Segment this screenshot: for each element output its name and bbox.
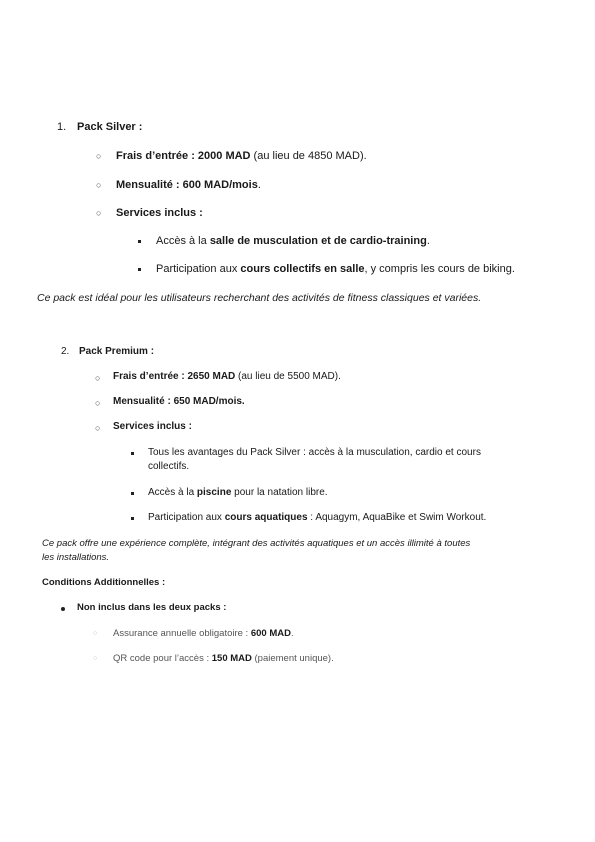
silver-note: Ce pack est idéal pour les utilisateurs recherchant des activités de fitness classiques et variées. [37,292,482,304]
premium-title: Pack Premium : [79,346,155,357]
hollow-bullet-icon: ○ [95,398,101,408]
premium-frais: Frais d’entrée : 2650 MAD (au lieu de 5500 MAD). [113,371,341,382]
premium-note-line1: Ce pack offre une expérience complète, intégrant des activités aquatiques et un accès illimité à toutes [42,538,471,549]
premium-note-line2: les installations. [42,552,110,563]
hollow-bullet-icon: ○ [93,655,98,662]
conditions-title: Conditions Additionnelles : [42,577,166,588]
silver-services-label: Services inclus : [116,207,203,219]
square-bullet-icon [131,517,134,520]
hollow-bullet-icon: ○ [96,180,102,190]
premium-services-label: Services inclus : [113,421,192,432]
silver-service-1: Accès à la salle de musculation et de cardio-training. [156,235,430,247]
premium-service-1-line2: collectifs. [148,461,190,472]
hollow-bullet-icon: ○ [96,151,102,161]
premium-service-1-line1: Tous les avantages du Pack Silver : accès à la musculation, cardio et cours [148,447,481,458]
square-bullet-icon [131,492,134,495]
conditions-item: Non inclus dans les deux packs : [77,602,227,613]
silver-service-2: Participation aux cours collectifs en salle, y compris les cours de biking. [156,263,515,275]
round-bullet-icon [61,607,65,611]
hollow-bullet-icon: ○ [96,208,102,218]
silver-title: Pack Silver : [77,121,143,133]
premium-number: 2. [61,346,70,357]
conditions-sub-2: QR code pour l’accès : 150 MAD (paiement unique). [113,653,334,664]
silver-mensualite: Mensualité : 600 MAD/mois. [116,179,261,191]
hollow-bullet-icon: ○ [95,423,101,433]
premium-service-2: Accès à la piscine pour la natation libre. [148,487,328,498]
square-bullet-icon [138,268,141,271]
premium-service-3: Participation aux cours aquatiques : Aquagym, AquaBike et Swim Workout. [148,512,487,523]
square-bullet-icon [131,452,134,455]
conditions-sub-1: Assurance annuelle obligatoire : 600 MAD. [113,628,294,639]
premium-mensualite: Mensualité : 650 MAD/mois. [113,396,245,407]
hollow-bullet-icon: ○ [93,630,98,637]
silver-number: 1. [57,121,67,133]
silver-frais: Frais d’entrée : 2000 MAD (au lieu de 4850 MAD). [116,150,367,162]
hollow-bullet-icon: ○ [95,373,101,383]
square-bullet-icon [138,240,141,243]
